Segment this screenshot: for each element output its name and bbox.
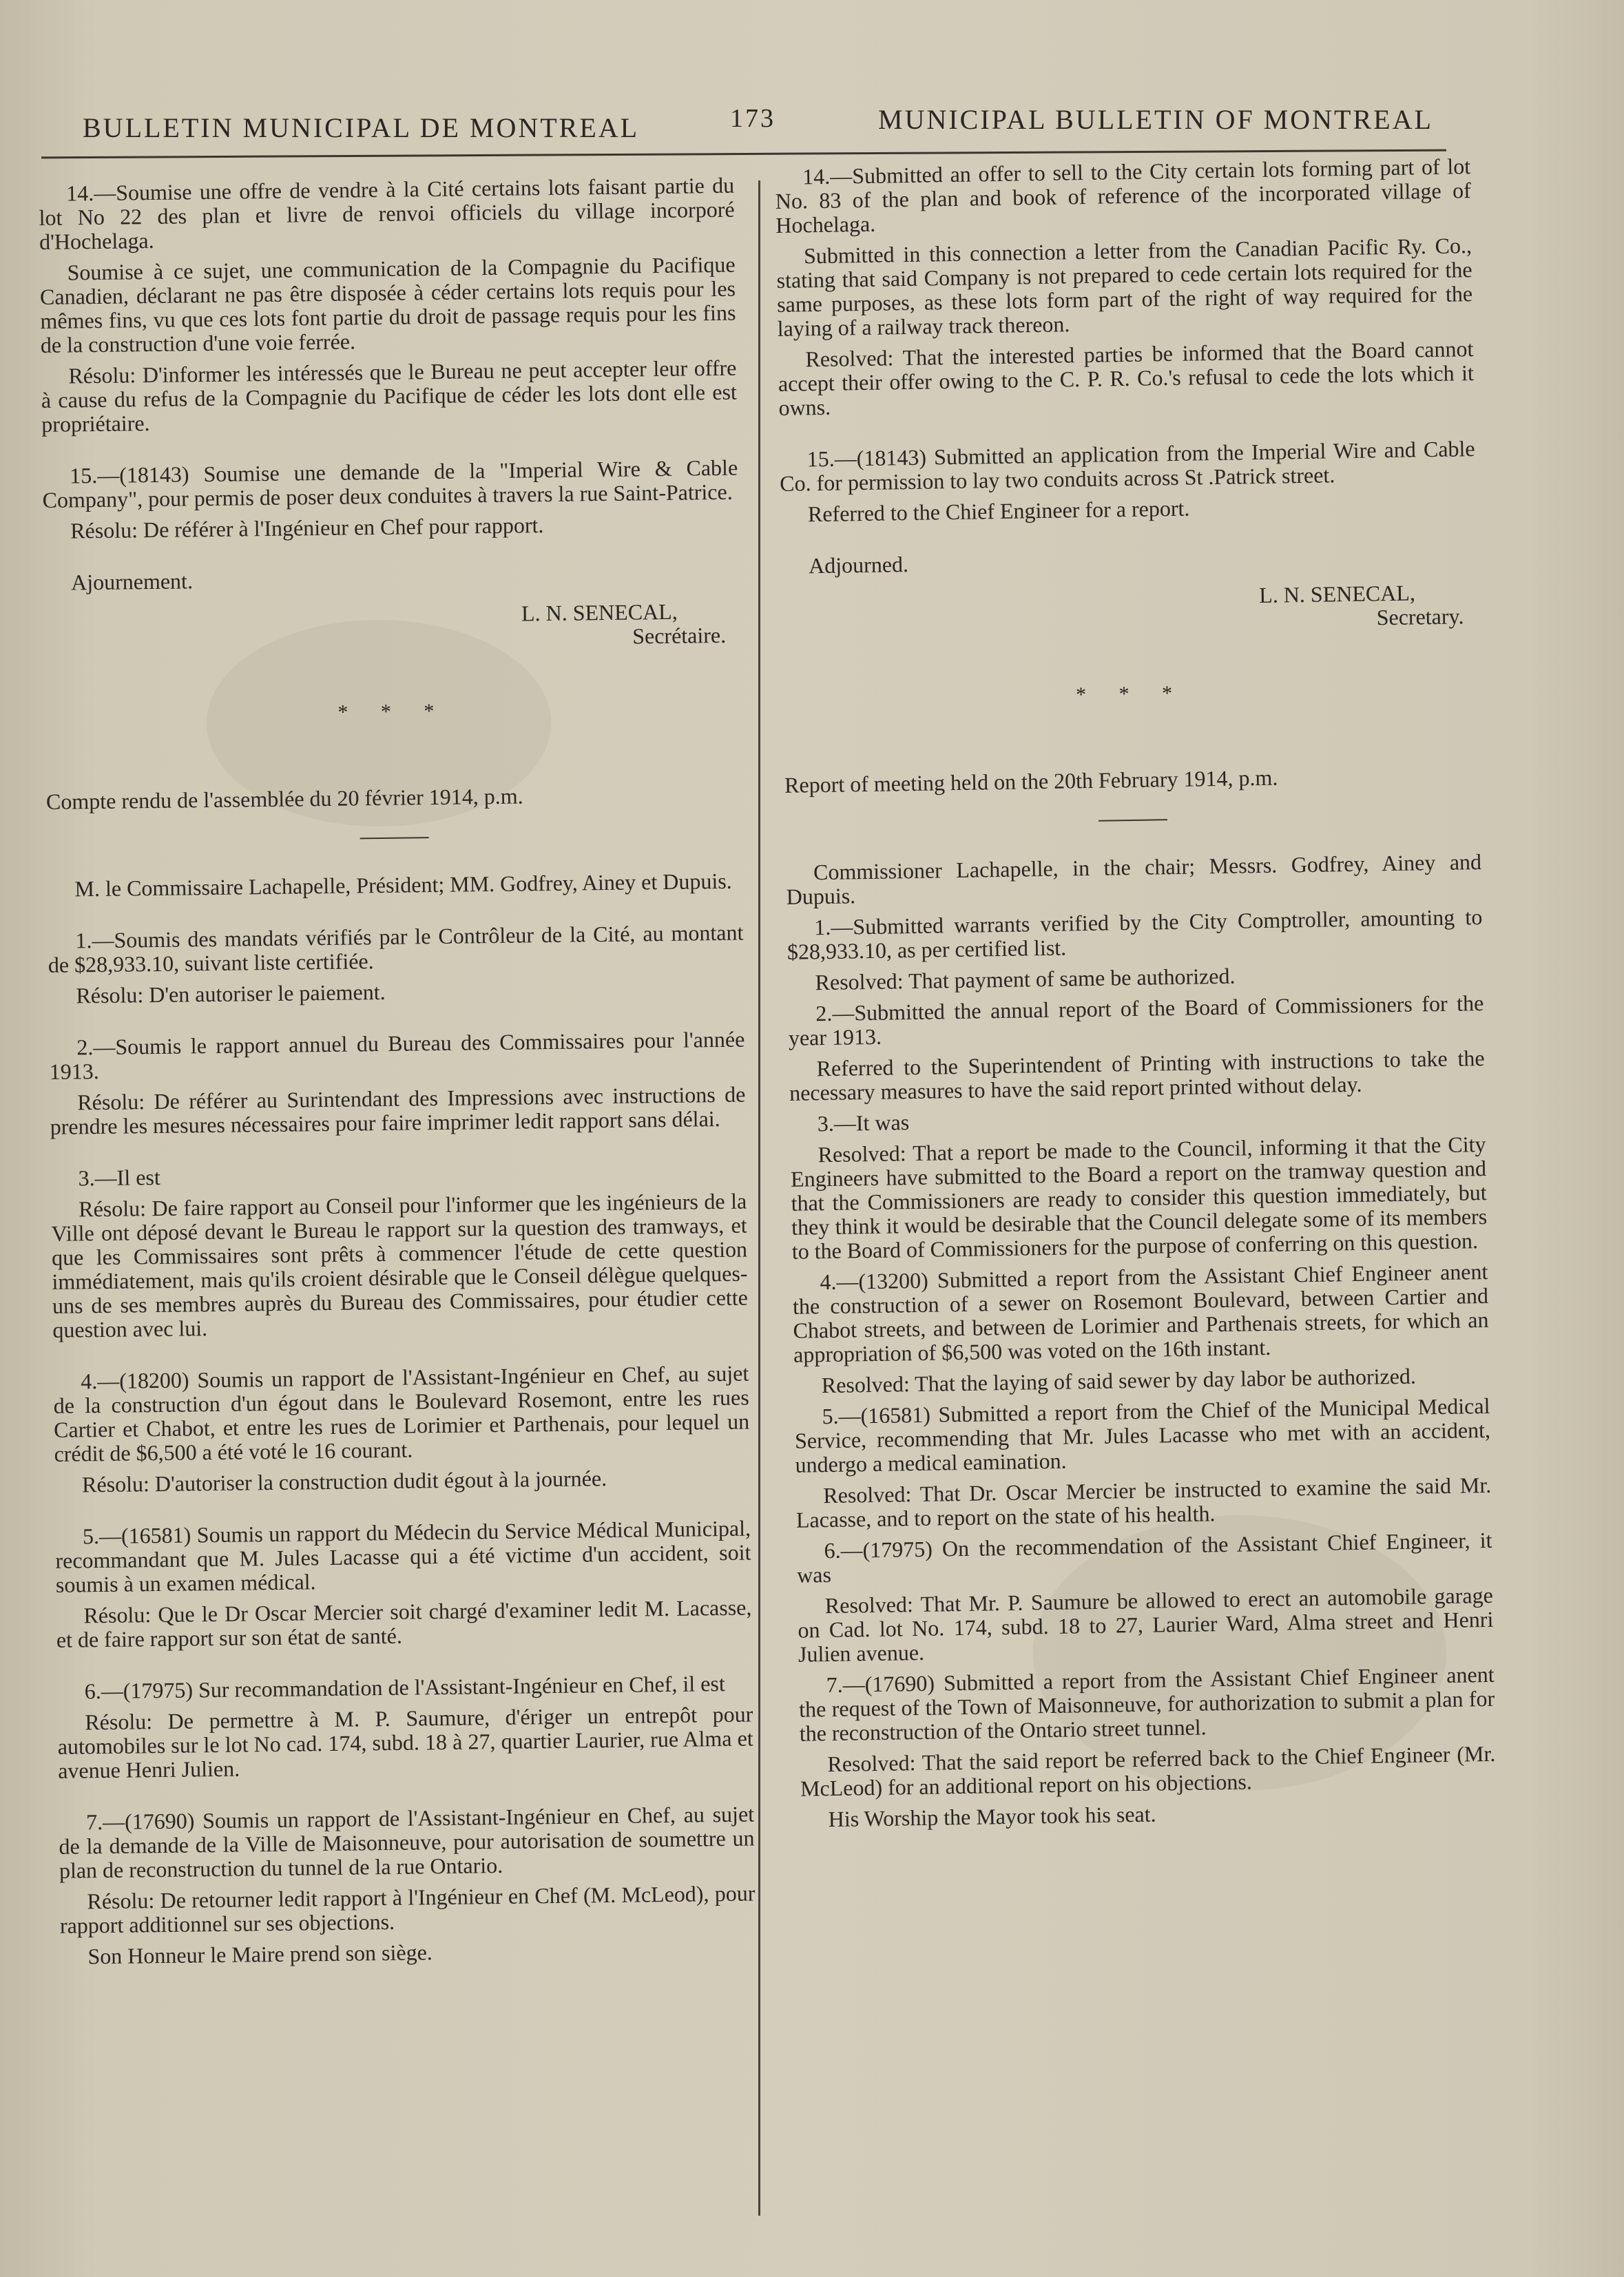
en-item-7: 7.—(17690) Submitted a report from the Assistant Chief Engineer anent the request of the Town of Maisonneuve, for authorization to submit a plan for the reconstruction of the Ontario street tunnel. <box>798 1661 1495 1746</box>
en-item-5: 5.—(16581) Submitted a report from the Chief of the Municipal Medical Service, recommending that Mr. Jules Lacasse who met with an accident, undergo a medical eamination. <box>794 1393 1491 1477</box>
en-item-2: 2.—Submitted the annual report of the Board of Commissioners for the year 1913. <box>788 990 1484 1050</box>
fr-item-15-resolution: Résolu: De référer à l'Ingénieur en Chef pour rapport. <box>70 512 544 543</box>
english-column <box>775 154 1497 1839</box>
fr-signature-title: Secrétaire. <box>632 622 727 649</box>
fr-item-7: 7.—(17690) Soumis un rapport de l'Assistant-Ingénieur en Chef, au sujet de la demande de la Ville de Maisonneuve, pour autorisation de soumettre un plan de reconstruction du tunnel de la rue Ontario. <box>59 1801 755 1883</box>
en-item-14-letter: Submitted in this connection a letter from the Canadian Pacific Ry. Co., stating that said Company is not prepared to cede certain lots required for the same purposes, as these lots form part of the right of way required for the laying of a railway track thereon. <box>776 233 1473 341</box>
fr-item-2: 2.—Soumis le rapport annuel du Bureau des Commissaires pour l'année 1913. <box>49 1026 745 1084</box>
running-header <box>76 103 1446 152</box>
fr-meeting-title: Compte rendu de l'assemblée du 20 février 1914, p.m. <box>45 783 523 814</box>
en-item-15: 15.—(18143) Submitted an application from the Imperial Wire and Cable Co. for permission to lay two conduits across St .Patrick street. <box>779 436 1475 496</box>
en-item-1: 1.—Submitted warrants verified by the City Comptroller, amounting to $28,933.10, as per certified list. <box>787 904 1483 964</box>
french-column <box>39 174 756 1976</box>
fr-item-1: 1.—Soumis des mandats vérifiés par le Contrôleur de la Cité, au montant de $28,933.10, suivant liste certifiée. <box>48 919 744 977</box>
page-number: 173 <box>730 104 775 133</box>
fr-item-15: 15.—(18143) Soumise une demande de la "Imperial Wire & Cable Company", pour permis de poser deux conduites à travers la rue Saint-Patrice. <box>42 455 738 512</box>
fr-title-rule <box>360 837 429 839</box>
fr-item-3-resolution: Résolu: De faire rapport au Conseil pour l'informer que les ingénieurs de la Ville ont déposé devant le Bureau le rapport sur la question des tramways, et que les Commissaires sont prêts à commencer l'étude de cette question immédiatement, mais qu'ils croient désirable que le Conseil délègue quelques-uns de ses membres auprès du Bureau des Commissaires, pour étudier cette question avec lui. <box>51 1188 749 1342</box>
fr-item-14: 14.—Soumise une offre de vendre à la Cité certains lots faisant partie du lot No 22 des plan et livre de renvoi officiels du village incorporé d'Hochelaga. <box>39 172 735 254</box>
fr-mayor-seated: Son Honneur le Maire prend son siège. <box>87 1940 433 1969</box>
fr-adjournment: Ajournement. <box>70 568 194 595</box>
column-divider <box>758 180 760 2216</box>
header-title-french: BULLETIN MUNICIPAL DE MONTREAL <box>83 112 640 143</box>
en-item-6: 6.—(17975) On the recommendation of the Assistant Chief Engineer, it was <box>796 1527 1492 1588</box>
fr-section-separator: * * * <box>337 699 448 724</box>
en-item-6-resolution: Resolved: That Mr. P. Saumure be allowed to erect an automobile garage on Cad. lot No. 174, subd. 18 to 27, Laurier Ward, Alma street and Henri Julien avenue. <box>798 1582 1494 1667</box>
en-section-separator: * * * <box>1075 681 1187 707</box>
fr-item-5: 5.—(16581) Soumis un rapport du Médecin du Service Médical Municipal, recommandant que M. Jules Lacasse qui a été victime d'un accident, soit soumis à un examen médical. <box>55 1515 751 1597</box>
fr-item-14-resolution: Résolu: D'informer les intéressés que le Bureau ne peut accepter leur offre à cause du refus de la Compagnie du Pacifique de céder les lots dont elle est propriétaire. <box>41 355 738 437</box>
fr-item-5-resolution: Résolu: Que le Dr Oscar Mercier soit chargé d'examiner ledit M. Lacasse, et de faire rapport sur son état de santé. <box>56 1594 752 1652</box>
fr-item-4: 4.—(18200) Soumis un rapport de l'Assistant-Ingénieur en Chef, au sujet de la construction d'un égout dans le Boulevard Rosemont, entre les rues Cartier et Chabot, et entre les rues de Lorimier et Parthenais, pour lequel un crédit de $6,500 a été voté le 16 courant. <box>53 1360 750 1466</box>
en-item-14-resolution: Resolved: That the interested parties be informed that the Board cannot accept their offer owing to the C. P. R. Co.'s refusal to cede the lots which it owns. <box>778 336 1475 420</box>
fr-item-7-resolution: Résolu: De retourner ledit rapport à l'Ingénieur en Chef (M. McLeod), pour rapport additionnel sur ses objections. <box>59 1880 756 1938</box>
fr-item-6-resolution: Résolu: De permettre à M. P. Saumure, d'ériger un entrepôt pour automobiles sur le lot No cad. 174, subd. 18 à 27, quartier Laurier, rue Alma et avenue Henri Julien. <box>57 1701 753 1783</box>
en-item-3-resolution: Resolved: That a report be made to the Council, informing it that the City Engineers have submitted to the Board a report on the tramway question and that the Commissioners are ready to consider this question immediately, but they think it would be desirable that the Council delegate some of its members to the Board of Commissioners for the purpose of conferring on this question. <box>790 1131 1488 1264</box>
en-item-14: 14.—Submitted an offer to sell to the City certain lots forming part of lot No. 83 of the plan and book of reference of the incorporated village of Hochelaga. <box>775 154 1471 238</box>
en-item-4: 4.—(13200) Submitted a report from the Assistant Chief Engineer anent the construction of a sewer on Rosemont Boulevard, between Cartier and Chabot streets, and between de Lorimier and Parthenais streets, for which an appropriation of $6,500 was voted on the 16th instant. <box>792 1258 1489 1367</box>
en-mayor-seated: His Worship the Mayor took his seat. <box>828 1801 1156 1832</box>
en-signature-name: L. N. SENECAL, <box>1258 580 1416 608</box>
fr-item-3: 3.—Il est <box>78 1164 160 1191</box>
fr-item-2-resolution: Résolu: De référer au Surintendant des Impressions avec instructions de prendre les mesures nécessaires pour faire imprimer ledit rapport sans délai. <box>50 1081 746 1139</box>
fr-members: M. le Commissaire Lachapelle, Président; MM. Godfrey, Ainey et Dupuis. <box>74 868 732 902</box>
en-signature-title: Secretary. <box>1376 603 1464 630</box>
en-item-15-referral: Referred to the Chief Engineer for a report. <box>807 495 1190 527</box>
en-title-rule <box>1099 819 1167 822</box>
en-meeting-title: Report of meeting held on the 20th February 1914, p.m. <box>784 765 1278 798</box>
en-signature <box>782 580 1478 639</box>
en-adjournment: Adjourned. <box>808 552 909 579</box>
en-item-2-referral: Referred to the Superintendent of Printing with instructions to take the necessary measures to have the said report printed without delay. <box>789 1045 1485 1105</box>
en-item-7-resolution: Resolved: That the said report be referred back to the Chief Engineer (Mr. McLeod) for an additional report on his objections. <box>800 1740 1496 1801</box>
fr-item-4-resolution: Résolu: D'autoriser la construction dudit égout à la journée. <box>81 1466 607 1497</box>
fr-item-1-resolution: Résolu: D'en autoriser le paiement. <box>76 979 386 1008</box>
en-item-5-resolution: Resolved: That Dr. Oscar Mercier be instructed to examine the said Mr. Lacasse, and to report on the state of his health. <box>795 1472 1492 1532</box>
fr-item-14-communication: Soumise à ce sujet, une communication de la Compagnie du Pacifique Canadien, déclarant ne pas être disposée à céder certains lots requis pour les mêmes fins, vu que ces lots font partie du droit de passage requis pour les fins de la construction d'une voie ferrée. <box>39 251 736 357</box>
fr-signature <box>44 599 740 656</box>
en-members: Commissioner Lachapelle, in the chair; Messrs. Godfrey, Ainey and Dupuis. <box>786 849 1482 909</box>
en-item-4-resolution: Resolved: That the laying of said sewer by day labor be authorized. <box>821 1363 1417 1398</box>
fr-signature-name: L. N. SENECAL, <box>521 599 678 626</box>
fr-item-6: 6.—(17975) Sur recommandation de l'Assistant-Ingénieur en Chef, il est <box>84 1670 725 1704</box>
header-title-english: MUNICIPAL BULLETIN OF MONTREAL <box>878 104 1433 135</box>
en-item-1-resolution: Resolved: That payment of same be authorized. <box>815 963 1236 995</box>
en-item-3: 3.—It was <box>817 1110 910 1136</box>
